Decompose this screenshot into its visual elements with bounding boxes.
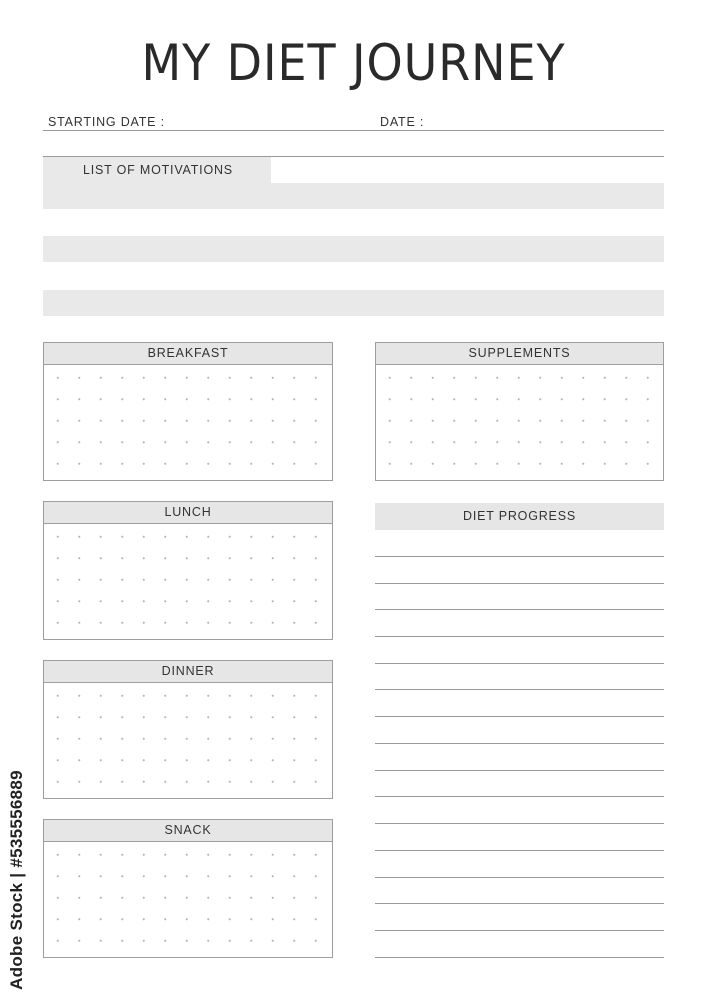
progress-line[interactable]	[375, 796, 664, 797]
dinner-header: DINNER	[44, 661, 332, 683]
motivation-row-3[interactable]	[43, 290, 664, 316]
progress-line[interactable]	[375, 716, 664, 717]
motivation-row-2[interactable]	[43, 236, 664, 262]
diet-progress-header: DIET PROGRESS	[375, 503, 664, 530]
supplements-box[interactable]	[375, 342, 664, 481]
progress-line[interactable]	[375, 609, 664, 610]
snack-dot-grid	[44, 842, 332, 957]
lunch-box[interactable]	[43, 501, 333, 640]
breakfast-header: BREAKFAST	[44, 343, 332, 365]
supplements-dot-grid	[376, 365, 663, 480]
snack-box[interactable]	[43, 819, 333, 958]
dinner-box[interactable]	[43, 660, 333, 799]
progress-line[interactable]	[375, 743, 664, 744]
breakfast-dot-grid	[44, 365, 332, 480]
watermark-text: Adobe Stock | #535556889	[7, 770, 26, 990]
lunch-header: LUNCH	[44, 502, 332, 524]
snack-header: SNACK	[44, 820, 332, 842]
progress-line[interactable]	[375, 850, 664, 851]
progress-line[interactable]	[375, 583, 664, 584]
progress-line[interactable]	[375, 903, 664, 904]
stock-watermark	[2, 760, 32, 1000]
progress-line[interactable]	[375, 930, 664, 931]
progress-line[interactable]	[375, 957, 664, 958]
supplements-header: SUPPLEMENTS	[376, 343, 663, 365]
motivation-row-1[interactable]	[43, 183, 664, 209]
page-title: MY DIET JOURNEY	[141, 34, 566, 92]
breakfast-box[interactable]	[43, 342, 333, 481]
progress-line[interactable]	[375, 770, 664, 771]
progress-line[interactable]	[375, 556, 664, 557]
starting-date-label: STARTING DATE :	[48, 115, 165, 129]
dinner-dot-grid	[44, 683, 332, 798]
progress-line[interactable]	[375, 663, 664, 664]
lunch-dot-grid	[44, 524, 332, 639]
progress-line[interactable]	[375, 689, 664, 690]
date-line[interactable]	[43, 130, 664, 131]
progress-line[interactable]	[375, 877, 664, 878]
motivations-label: LIST OF MOTIVATIONS	[83, 163, 233, 177]
date-label: DATE :	[380, 115, 425, 129]
progress-line[interactable]	[375, 823, 664, 824]
progress-line[interactable]	[375, 636, 664, 637]
